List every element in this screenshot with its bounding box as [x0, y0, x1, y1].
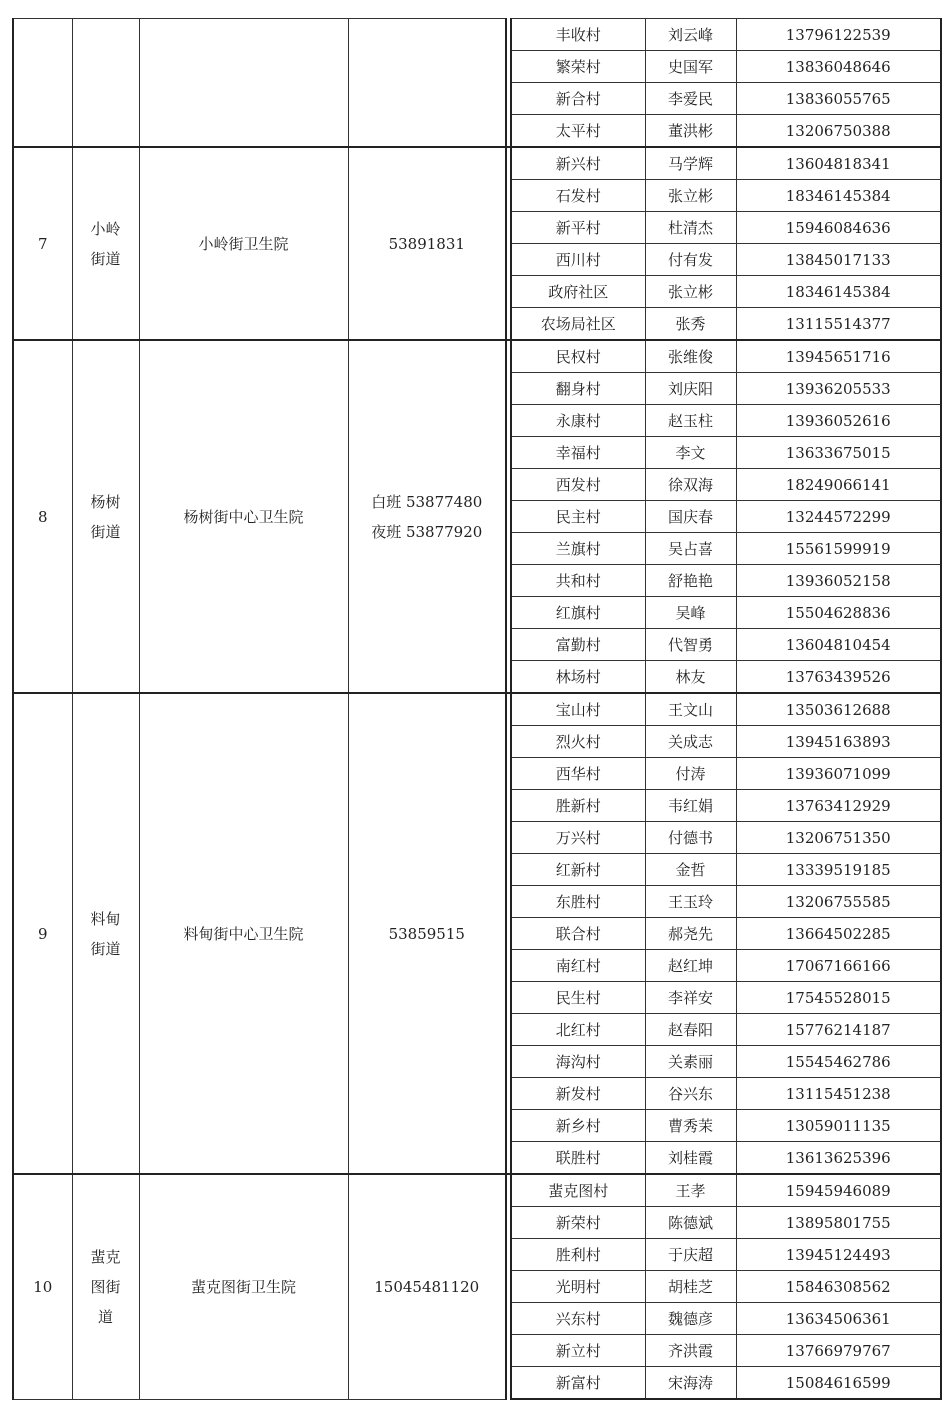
village-cell: 兴东村: [511, 1303, 645, 1335]
village-cell: 民生村: [511, 982, 645, 1014]
street-name-cell: [72, 1174, 139, 1399]
village-cell: 新合村: [511, 83, 645, 115]
village-cell: 繁荣村: [511, 51, 645, 83]
contact-person-cell: 李文: [645, 437, 736, 469]
contact-phone-cell: 13115451238: [736, 1078, 941, 1110]
contact-person-cell: 韦红娟: [645, 790, 736, 822]
village-cell: 新立村: [511, 1335, 645, 1367]
contact-phone-cell: 15504628836: [736, 597, 941, 629]
village-cell: 兰旗村: [511, 533, 645, 565]
contact-person-cell: 陈德斌: [645, 1207, 736, 1239]
contact-person-cell: 张秀: [645, 308, 736, 341]
hospital-name: 小岭街卫生院: [198, 234, 289, 253]
contact-person-cell: 李爱民: [645, 83, 736, 115]
village-cell: 丰收村: [511, 19, 645, 51]
contact-person-cell: 关素丽: [645, 1046, 736, 1078]
contact-person-cell: 曹秀茉: [645, 1110, 736, 1142]
contact-person-cell: 刘庆阳: [645, 373, 736, 405]
contact-phone-cell: 15545462786: [736, 1046, 941, 1078]
contact-person-cell: 赵春阳: [645, 1014, 736, 1046]
village-cell: 蜚克图村: [511, 1174, 645, 1207]
table-row: [13, 19, 941, 51]
village-cell: 万兴村: [511, 822, 645, 854]
village-cell: 永康村: [511, 405, 645, 437]
village-cell: 烈火村: [511, 726, 645, 758]
group-number-cell: [13, 693, 72, 1174]
contact-person-cell: 金哲: [645, 854, 736, 886]
contact-person-cell: 魏德彦: [645, 1303, 736, 1335]
table-row: [13, 1174, 941, 1207]
village-cell: 富勤村: [511, 629, 645, 661]
contact-person-cell: 舒艳艳: [645, 565, 736, 597]
village-cell: 幸福村: [511, 437, 645, 469]
contact-phone-cell: 13206751350: [736, 822, 941, 854]
contact-phone-cell: 13936052158: [736, 565, 941, 597]
village-cell: 红旗村: [511, 597, 645, 629]
village-cell: 南红村: [511, 950, 645, 982]
street-name-cell: [72, 340, 139, 693]
village-cell: 农场局社区: [511, 308, 645, 341]
street-name-cell: [72, 693, 139, 1174]
contact-person-cell: 郝尧先: [645, 918, 736, 950]
contact-phone-cell: 13244572299: [736, 501, 941, 533]
street-name-line: 料甸: [90, 909, 121, 928]
contact-phone-cell: 13763412929: [736, 790, 941, 822]
village-cell: 民主村: [511, 501, 645, 533]
contact-phone-cell: 15776214187: [736, 1014, 941, 1046]
contact-phone-cell: 15561599919: [736, 533, 941, 565]
village-cell: 新荣村: [511, 1207, 645, 1239]
village-cell: 北红村: [511, 1014, 645, 1046]
hospital-phone-cell: [348, 19, 506, 148]
village-cell: 宝山村: [511, 693, 645, 726]
group-number: 8: [37, 507, 48, 526]
hospital-phone-cell: [348, 340, 506, 693]
contact-person-cell: 史国军: [645, 51, 736, 83]
contact-phone-cell: 17067166166: [736, 950, 941, 982]
street-name-line: 街道: [90, 249, 121, 268]
village-cell: 西华村: [511, 758, 645, 790]
village-cell: 政府社区: [511, 276, 645, 308]
table-row: [13, 693, 941, 726]
village-cell: 西川村: [511, 244, 645, 276]
contact-phone-cell: 15846308562: [736, 1271, 941, 1303]
contact-person-cell: 谷兴东: [645, 1078, 736, 1110]
contact-person-cell: 张维俊: [645, 340, 736, 373]
hospital-phone-line: 15045481120: [374, 1277, 480, 1296]
group-number: 10: [33, 1277, 53, 1296]
contact-person-cell: 赵玉柱: [645, 405, 736, 437]
contact-phone-cell: 13059011135: [736, 1110, 941, 1142]
village-cell: 民权村: [511, 340, 645, 373]
contact-person-cell: 国庆春: [645, 501, 736, 533]
contact-phone-cell: 13613625396: [736, 1142, 941, 1175]
contact-phone-cell: 13845017133: [736, 244, 941, 276]
hospital-cell: [139, 693, 348, 1174]
contact-phone-cell: 13206750388: [736, 115, 941, 148]
contact-person-cell: 董洪彬: [645, 115, 736, 148]
contact-phone-cell: 18346145384: [736, 180, 941, 212]
contact-phone-cell: 13766979767: [736, 1335, 941, 1367]
village-cell: 红新村: [511, 854, 645, 886]
contact-phone-cell: 13936052616: [736, 405, 941, 437]
street-name-cell: [72, 147, 139, 340]
village-cell: 新平村: [511, 212, 645, 244]
village-cell: 翻身村: [511, 373, 645, 405]
contact-phone-cell: 13763439526: [736, 661, 941, 694]
village-cell: 林场村: [511, 661, 645, 694]
village-cell: 新兴村: [511, 147, 645, 180]
village-cell: 新发村: [511, 1078, 645, 1110]
contact-phone-cell: 13895801755: [736, 1207, 941, 1239]
contact-person-cell: 林友: [645, 661, 736, 694]
contact-phone-cell: 13115514377: [736, 308, 941, 341]
contact-phone-cell: 13945651716: [736, 340, 941, 373]
contact-phone-cell: 13945163893: [736, 726, 941, 758]
contact-person-cell: 付德书: [645, 822, 736, 854]
contact-person-cell: 王孝: [645, 1174, 736, 1207]
hospital-cell: [139, 147, 348, 340]
group-number: 7: [37, 234, 48, 253]
table-body: [13, 19, 941, 1400]
contact-person-cell: 关成志: [645, 726, 736, 758]
contact-phone-cell: 15946084636: [736, 212, 941, 244]
village-cell: 西发村: [511, 469, 645, 501]
contact-phone-cell: 13796122539: [736, 19, 941, 51]
contact-phone-cell: 13604810454: [736, 629, 941, 661]
village-cell: 太平村: [511, 115, 645, 148]
contact-person-cell: 李祥安: [645, 982, 736, 1014]
village-cell: 石发村: [511, 180, 645, 212]
village-cell: 光明村: [511, 1271, 645, 1303]
contact-phone-cell: 13339519185: [736, 854, 941, 886]
hospital-phone-cell: [348, 1174, 506, 1399]
contact-person-cell: 于庆超: [645, 1239, 736, 1271]
contact-phone-cell: 13664502285: [736, 918, 941, 950]
group-number-cell: [13, 340, 72, 693]
contact-phone-cell: 15945946089: [736, 1174, 941, 1207]
village-cell: 新乡村: [511, 1110, 645, 1142]
contact-phone-cell: 13634506361: [736, 1303, 941, 1335]
street-name-line: 街道: [90, 522, 121, 541]
contact-person-cell: 徐双海: [645, 469, 736, 501]
street-name-line: 杨树: [90, 492, 121, 511]
contact-person-cell: 代智勇: [645, 629, 736, 661]
contact-phone-cell: 13206755585: [736, 886, 941, 918]
contact-phone-cell: 13936205533: [736, 373, 941, 405]
contact-phone-cell: 13604818341: [736, 147, 941, 180]
village-cell: 新富村: [511, 1367, 645, 1400]
street-name-cell: [72, 19, 139, 148]
contact-person-cell: 齐洪霞: [645, 1335, 736, 1367]
contact-person-cell: 吴峰: [645, 597, 736, 629]
village-cell: 胜利村: [511, 1239, 645, 1271]
group-number: 9: [37, 924, 48, 943]
street-name-line: 图街: [90, 1277, 121, 1296]
street-name-line: 街道: [90, 939, 121, 958]
hospital-phone-cell: [348, 693, 506, 1174]
village-cell: 共和村: [511, 565, 645, 597]
village-cell: 联胜村: [511, 1142, 645, 1175]
contact-person-cell: 张立彬: [645, 180, 736, 212]
group-number-cell: [13, 19, 72, 148]
contact-person-cell: 杜清杰: [645, 212, 736, 244]
contact-phone-cell: 13936071099: [736, 758, 941, 790]
street-name-line: 小岭: [90, 219, 121, 238]
contact-person-cell: 张立彬: [645, 276, 736, 308]
contact-phone-cell: 13503612688: [736, 693, 941, 726]
hospital-cell: [139, 340, 348, 693]
contact-phone-cell: 13836055765: [736, 83, 941, 115]
contact-person-cell: 赵红坤: [645, 950, 736, 982]
village-cell: 联合村: [511, 918, 645, 950]
hospital-phone-line: 53891831: [388, 234, 465, 253]
hospital-name: 蜚克图街卫生院: [190, 1277, 296, 1296]
street-name-line: 蜚克: [90, 1247, 121, 1266]
contact-phone-cell: 18249066141: [736, 469, 941, 501]
contact-phone-cell: 13945124493: [736, 1239, 941, 1271]
hospital-phone-line: 白班 53877480: [371, 492, 483, 511]
table-row: [13, 147, 941, 180]
contact-phone-cell: 15084616599: [736, 1367, 941, 1400]
contact-person-cell: 付涛: [645, 758, 736, 790]
group-number-cell: [13, 1174, 72, 1399]
contact-person-cell: 胡桂芝: [645, 1271, 736, 1303]
hospital-cell: [139, 19, 348, 148]
contact-person-cell: 刘云峰: [645, 19, 736, 51]
village-cell: 海沟村: [511, 1046, 645, 1078]
street-name-line: 道: [97, 1307, 113, 1326]
group-number-cell: [13, 147, 72, 340]
hospital-name: 杨树街中心卫生院: [183, 507, 304, 526]
contact-person-cell: 王文山: [645, 693, 736, 726]
contact-phone-cell: 18346145384: [736, 276, 941, 308]
contact-phone-cell: 17545528015: [736, 982, 941, 1014]
contact-person-cell: 马学辉: [645, 147, 736, 180]
contact-person-cell: 吴占喜: [645, 533, 736, 565]
hospital-name: 料甸街中心卫生院: [183, 924, 304, 943]
contact-person-cell: 王玉玲: [645, 886, 736, 918]
hospital-phone-line: 夜班 53877920: [371, 522, 483, 541]
hospital-phone-line: 53859515: [388, 924, 465, 943]
hospital-phone-cell: [348, 147, 506, 340]
table-row: [13, 340, 941, 373]
contact-person-cell: 付有发: [645, 244, 736, 276]
contact-table: [12, 18, 942, 1400]
contact-person-cell: 宋海涛: [645, 1367, 736, 1400]
contact-phone-cell: 13633675015: [736, 437, 941, 469]
contact-person-cell: 刘桂霞: [645, 1142, 736, 1175]
hospital-cell: [139, 1174, 348, 1399]
village-cell: 胜新村: [511, 790, 645, 822]
village-cell: 东胜村: [511, 886, 645, 918]
contact-phone-cell: 13836048646: [736, 51, 941, 83]
